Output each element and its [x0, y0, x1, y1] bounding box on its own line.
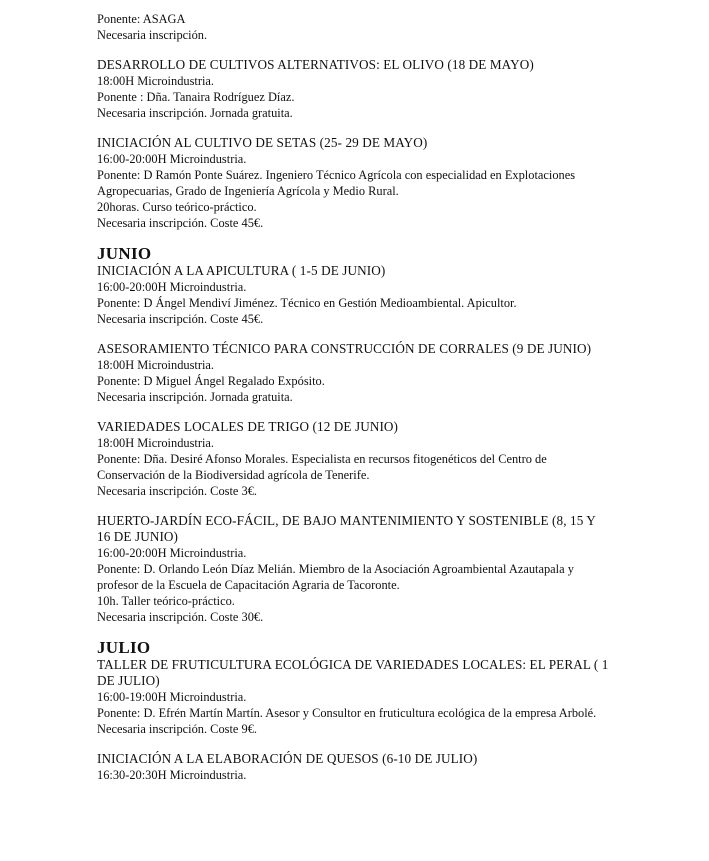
- event-block: [97, 135, 617, 231]
- event-block: [97, 57, 617, 121]
- event-title: DESARROLLO DE CULTIVOS ALTERNATIVOS: EL OLIVO (18 DE MAYO): [97, 57, 534, 72]
- event-line: 16:00-19:00H Microindustria.: [97, 690, 247, 704]
- event-title: INICIACIÓN AL CULTIVO DE SETAS (25- 29 DE MAYO): [97, 135, 428, 150]
- event-title: TALLER DE FRUTICULTURA ECOLÓGICA DE VARIEDADES LOCALES: EL PERAL ( 1 DE JULIO): [97, 657, 609, 688]
- event-line: Ponente: D Ramón Ponte Suárez. Ingeniero Técnico Agrícola con especialidad en Explotaciones Agropecuarias, Grado de Ingeniería Agrícola y Medio Rural.: [97, 168, 576, 198]
- event-block: [97, 751, 617, 783]
- event-block: [97, 419, 617, 499]
- event-line: Necesaria inscripción. Coste 9€.: [97, 722, 257, 736]
- event-line: 10h. Taller teórico-práctico.: [97, 594, 235, 608]
- event-title: VARIEDADES LOCALES DE TRIGO (12 DE JUNIO): [97, 419, 399, 434]
- event-line: Ponente: D. Orlando León Díaz Melián. Miembro de la Asociación Agroambiental Azautapala y profesor de la Escuela de Capacitación Agraria de Tacoronte.: [97, 562, 574, 592]
- event-line: Ponente: D. Efrén Martín Martín. Asesor y Consultor en fruticultura ecológica de la empresa Arbolé.: [97, 706, 597, 720]
- event-line: 16:00-20:00H Microindustria.: [97, 152, 247, 166]
- event-line: Necesaria inscripción. Coste 45€.: [97, 312, 264, 326]
- event-line: Necesaria inscripción. Coste 45€.: [97, 216, 264, 230]
- event-block: [97, 513, 617, 625]
- event-line: Necesaria inscripción. Coste 30€.: [97, 610, 264, 624]
- event-line: 16:00-20:00H Microindustria.: [97, 280, 247, 294]
- month-heading-junio: JUNIO: [97, 244, 152, 263]
- event-block: [97, 657, 617, 737]
- event-line: Necesaria inscripción. Jornada gratuita.: [97, 106, 293, 120]
- document-page: [97, 11, 617, 783]
- event-line: 18:00H Microindustria.: [97, 358, 215, 372]
- month-heading-julio: JULIO: [97, 638, 151, 657]
- event-line: Ponente: Dña. Desiré Afonso Morales. Especialista en recursos fitogenéticos del Centro de Conservación de la Biodiversidad agrícola de Tenerife.: [97, 452, 547, 482]
- event-block: [97, 263, 617, 327]
- event-title: ASESORAMIENTO TÉCNICO PARA CONSTRUCCIÓN DE CORRALES (9 DE JUNIO): [97, 341, 592, 356]
- event-line: 20horas. Curso teórico-práctico.: [97, 200, 257, 214]
- event-line: 16:30-20:30H Microindustria.: [97, 768, 247, 782]
- event-line: Ponente : Dña. Tanaira Rodríguez Díaz.: [97, 90, 295, 104]
- event-line: Ponente: D Ángel Mendiví Jiménez. Técnico en Gestión Medioambiental. Apicultor.: [97, 296, 517, 310]
- event-line: 18:00H Microindustria.: [97, 436, 215, 450]
- event-line: Necesaria inscripción. Coste 3€.: [97, 484, 257, 498]
- event-line: Ponente: D Miguel Ángel Regalado Expósito.: [97, 374, 325, 388]
- event-title: INICIACIÓN A LA APICULTURA ( 1-5 DE JUNIO): [97, 263, 386, 278]
- event-line: Ponente: ASAGA: [97, 12, 186, 26]
- event-line: Necesaria inscripción. Jornada gratuita.: [97, 390, 293, 404]
- event-title: HUERTO-JARDÍN ECO-FÁCIL, DE BAJO MANTENIMIENTO Y SOSTENIBLE (8, 15 Y 16 DE JUNIO): [97, 513, 596, 544]
- event-line: 16:00-20:00H Microindustria.: [97, 546, 247, 560]
- event-line: 18:00H Microindustria.: [97, 74, 215, 88]
- event-line: Necesaria inscripción.: [97, 28, 208, 42]
- event-block: [97, 11, 617, 43]
- event-block: [97, 341, 617, 405]
- event-title: INICIACIÓN A LA ELABORACIÓN DE QUESOS (6-10 DE JULIO): [97, 751, 478, 766]
